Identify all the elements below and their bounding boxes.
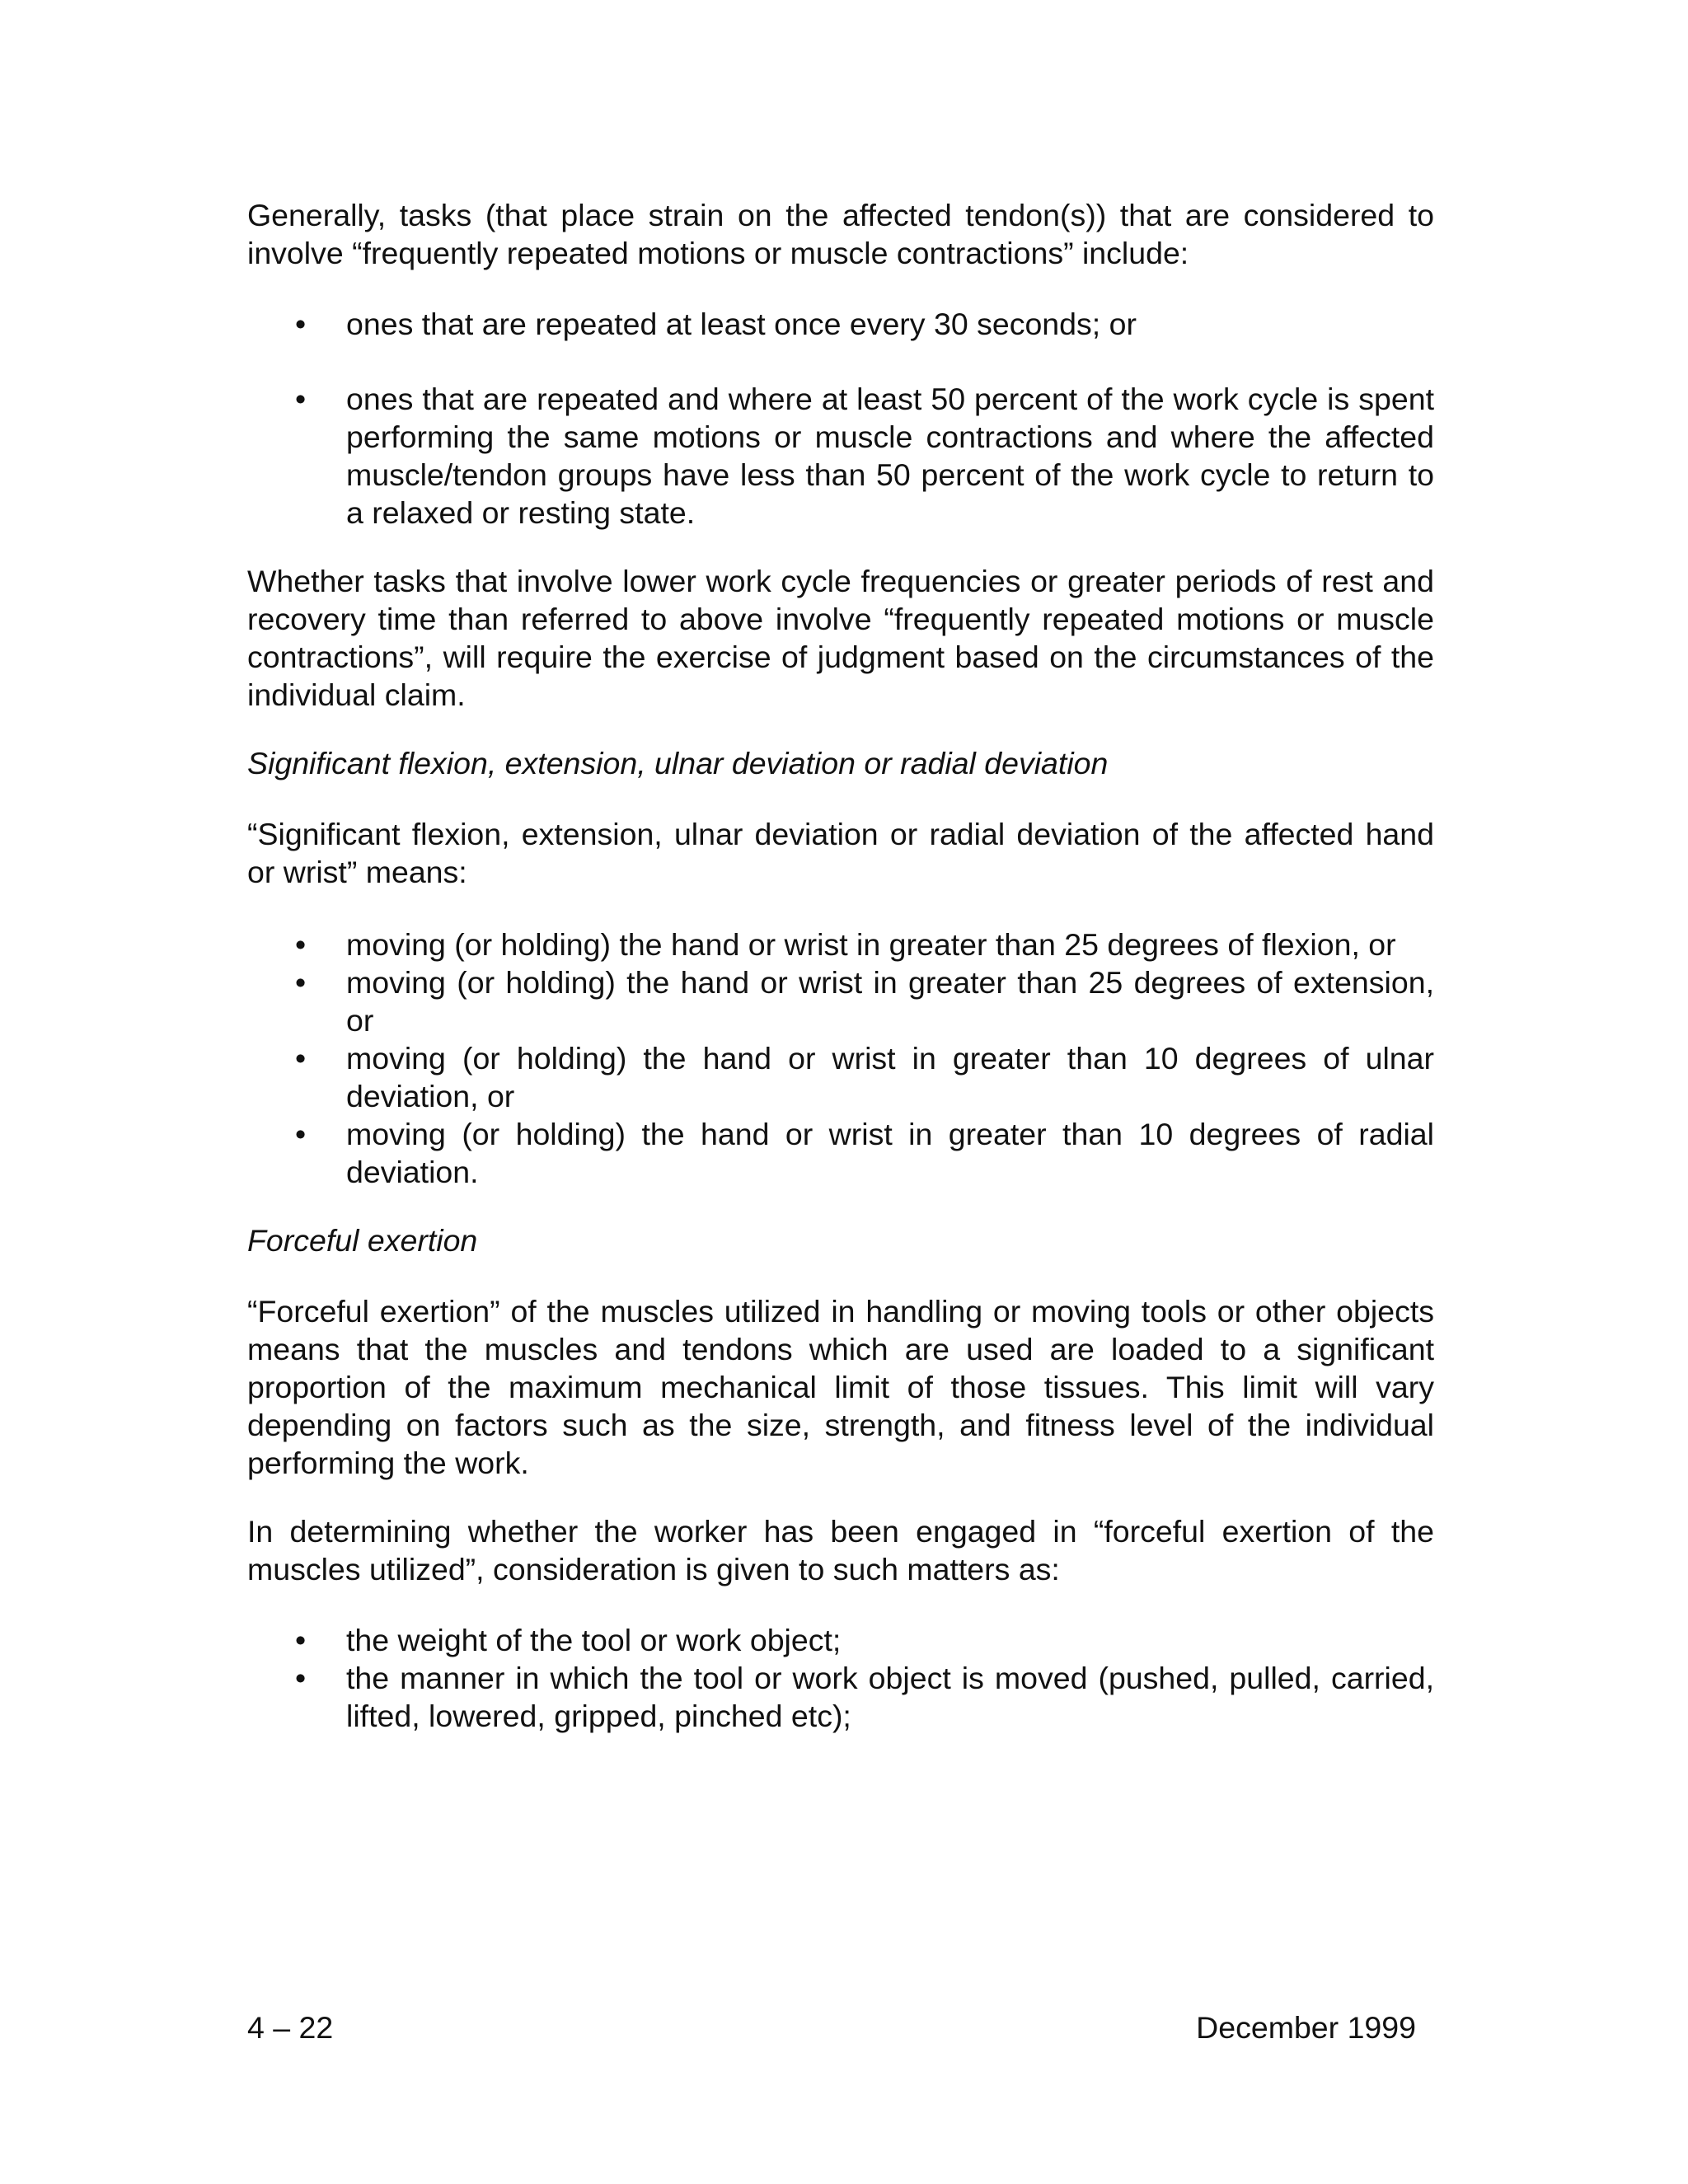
intro-paragraph: Generally, tasks (that place strain on the affected tendon(s)) that are considered to involve “frequently repeated motions or muscle contractions” include: (247, 198, 1434, 270)
list-item (247, 926, 1434, 963)
list-item (247, 305, 1434, 343)
footer-date: December 1999 (1196, 2010, 1416, 2045)
force-bullet-list (247, 1621, 1434, 1735)
list-item (247, 1115, 1434, 1191)
judgment-paragraph: Whether tasks that involve lower work cycle frequencies or greater periods of rest and recovery time than referred to above involve “frequently repeated motions or muscle contractions”, will require the exercise of judgment based on the circumstances of the individual claim. (247, 564, 1434, 712)
bullet-icon: • (295, 965, 307, 1000)
bullet-icon: • (295, 382, 307, 416)
bullet-icon: • (295, 1623, 307, 1657)
bullet-icon: • (295, 307, 307, 341)
list-item (247, 963, 1434, 1039)
list-item-text: the manner in which the tool or work object is moved (pushed, pulled, carried, lifted, lowered, gripped, pinched etc); (346, 1661, 1434, 1733)
flexion-bullet-list (247, 926, 1434, 1191)
document-body (247, 196, 1434, 1735)
list-item-text: moving (or holding) the hand or wrist in greater than 25 degrees of flexion, or (346, 927, 1396, 962)
bullet-icon: • (295, 1041, 307, 1076)
list-item (247, 1039, 1434, 1115)
page-number: 4 – 22 (247, 2010, 334, 2045)
repetition-bullet-list (247, 305, 1434, 532)
list-item-text: moving (or holding) the hand or wrist in greater than 25 degrees of extension, or (346, 965, 1434, 1038)
force-definition-paragraph: “Forceful exertion” of the muscles utilized in handling or moving tools or other objects means that the muscles and tendons which are used are loaded to a significant proportion of the maximum mechanical limit of those tissues. This limit will vary depending on factors such as the size, strength, and fitness level of the individual performing the work. (247, 1294, 1434, 1480)
list-item-text: ones that are repeated and where at least 50 percent of the work cycle is spent performing the same motions or muscle contractions and where the affected muscle/tendon groups have less than 50 percent of the work cycle to return to a relaxed or resting state. (346, 382, 1434, 530)
flexion-definition-paragraph: “Significant flexion, extension, ulnar deviation or radial deviation of the affected hand or wrist” means: (247, 817, 1434, 889)
bullet-icon: • (295, 1661, 307, 1695)
list-item-text: the weight of the tool or work object; (346, 1623, 842, 1657)
force-section-heading: Forceful exertion (247, 1223, 478, 1258)
list-item-text: moving (or holding) the hand or wrist in greater than 10 degrees of ulnar deviation, or (346, 1041, 1434, 1113)
bullet-icon: • (295, 1117, 307, 1151)
force-consideration-paragraph: In determining whether the worker has been engaged in “forceful exertion of the muscles utilized”, consideration is given to such matters as: (247, 1514, 1434, 1586)
flexion-section-heading: Significant flexion, extension, ulnar deviation or radial deviation (247, 746, 1109, 780)
list-item (247, 380, 1434, 532)
list-item (247, 1621, 1434, 1659)
bullet-icon: • (295, 927, 307, 962)
list-item-text: moving (or holding) the hand or wrist in greater than 10 degrees of radial deviation. (346, 1117, 1434, 1189)
list-item (247, 1659, 1434, 1735)
list-item-text: ones that are repeated at least once every 30 seconds; or (346, 307, 1137, 341)
